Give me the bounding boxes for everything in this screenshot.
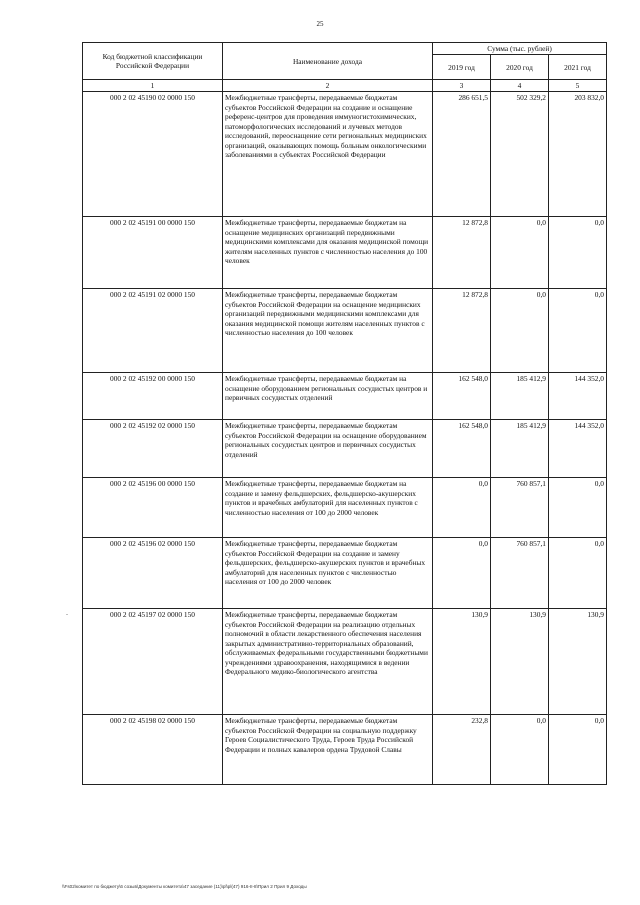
table-row <box>83 92 607 217</box>
row-amount-2020: 502 329,2 <box>491 92 549 217</box>
row-amount-2019: 12 872,8 <box>433 289 491 373</box>
row-name: Межбюджетные трансферты, передаваемые бюджетам субъектов Российской Федерации на реализацию отдельных полномочий в области лекарственного обеспечения населения закрытых административно-территориальных образований, обслуживаемых федеральными государственными бюджетными учреждениями здравоохранения, находящимися в ведении Федерального медико-биологического агентства <box>223 609 433 715</box>
column-number-1: 1 <box>83 80 223 92</box>
row-code: 000 2 02 45191 00 0000 150 <box>83 217 223 289</box>
row-amount-2020: 0,0 <box>491 217 549 289</box>
row-code: 000 2 02 45198 02 0000 150 <box>83 715 223 785</box>
row-amount-2019: 232,8 <box>433 715 491 785</box>
header-row <box>83 43 607 55</box>
column-number-2: 2 <box>223 80 433 92</box>
row-name: Межбюджетные трансферты, передаваемые бюджетам субъектов Российской Федерации на оснащение оборудованием региональных сосудистых центров и первичных сосудистых отделений <box>223 420 433 478</box>
row-amount-2021: 0,0 <box>549 478 607 538</box>
column-number-3: 3 <box>433 80 491 92</box>
row-name: Межбюджетные трансферты, передаваемые бюджетам субъектов Российской Федерации на оснащение медицинских организаций передвижными медицинскими комплексами для оказания медицинской помощи жителям населенных пунктов с численностью населения до 100 человек <box>223 289 433 373</box>
row-amount-2020: 130,9 <box>491 609 549 715</box>
row-amount-2021: 144 352,0 <box>549 373 607 420</box>
header-sum: Сумма (тыс. рублей) <box>433 43 607 55</box>
header-year-2019: 2019 год <box>433 55 491 80</box>
header-code: Код бюджетной классификации Российской Федерации <box>83 43 223 80</box>
row-amount-2019: 286 651,5 <box>433 92 491 217</box>
row-code: 000 2 02 45192 02 0000 150 <box>83 420 223 478</box>
row-amount-2020: 760 857,1 <box>491 478 549 538</box>
row-code: 000 2 02 45191 02 0000 150 <box>83 289 223 373</box>
row-amount-2019: 162 548,0 <box>433 373 491 420</box>
row-name: Межбюджетные трансферты, передаваемые бюджетам на оснащение оборудованием региональных сосудистых центров и первичных сосудистых отделений <box>223 373 433 420</box>
table-row <box>83 715 607 785</box>
table-row <box>83 609 607 715</box>
row-code: 000 2 02 45192 00 0000 150 <box>83 373 223 420</box>
margin-mark: - <box>66 612 68 618</box>
table-row <box>83 373 607 420</box>
row-name: Межбюджетные трансферты, передаваемые бюджетам субъектов Российской Федерации на создание и замену фельдшерских, фельдшерско-акушерских пунктов и врачебных амбулаторий для населенных пунктов с численностью населения от 100 до 2000 человек <box>223 538 433 609</box>
row-amount-2019: 130,9 <box>433 609 491 715</box>
row-code: 000 2 02 45190 02 0000 150 <box>83 92 223 217</box>
row-amount-2020: 185 412,9 <box>491 420 549 478</box>
row-amount-2019: 162 548,0 <box>433 420 491 478</box>
table-row <box>83 538 607 609</box>
table-row <box>83 217 607 289</box>
page-number: 25 <box>316 20 324 28</box>
row-amount-2021: 144 352,0 <box>549 420 607 478</box>
table-row <box>83 420 607 478</box>
row-amount-2021: 0,0 <box>549 538 607 609</box>
column-number-4: 4 <box>491 80 549 92</box>
row-name: Межбюджетные трансферты, передаваемые бюджетам на создание и замену фельдшерских, фельдшерско-акушерских пунктов и врачебных амбулаторий для населенных пунктов с численностью населения от 100 до 2000 человек <box>223 478 433 538</box>
footer-file-path: \\Fs02\комитет по бюджету\6 созыв\Документы комитета\47 заседание (11)\pl\pl(47) 916-II-8\Прил 2 Прил 9 Доходы <box>62 884 307 889</box>
row-amount-2019: 0,0 <box>433 478 491 538</box>
table-row <box>83 289 607 373</box>
row-amount-2021: 0,0 <box>549 715 607 785</box>
header-year-2020: 2020 год <box>491 55 549 80</box>
row-code: 000 2 02 45197 02 0000 150 <box>83 609 223 715</box>
row-name: Межбюджетные трансферты, передаваемые бюджетам субъектов Российской Федерации на создание и оснащение референс-центров для проведения иммуногистохимических, патоморфологических исследований и лучевых методов исследований, переоснащение сети региональных медицинских организаций, оказывающих помощь больным онкологическими заболеваниями в субъектах Российской Федерации <box>223 92 433 217</box>
row-code: 000 2 02 45196 02 0000 150 <box>83 538 223 609</box>
row-amount-2020: 760 857,1 <box>491 538 549 609</box>
budget-table <box>82 42 607 785</box>
row-amount-2019: 0,0 <box>433 538 491 609</box>
row-amount-2020: 0,0 <box>491 289 549 373</box>
row-amount-2021: 0,0 <box>549 217 607 289</box>
row-amount-2021: 130,9 <box>549 609 607 715</box>
row-amount-2020: 0,0 <box>491 715 549 785</box>
row-amount-2021: 203 832,0 <box>549 92 607 217</box>
row-amount-2019: 12 872,8 <box>433 217 491 289</box>
header-name: Наименование дохода <box>223 43 433 80</box>
header-year-2021: 2021 год <box>549 55 607 80</box>
row-name: Межбюджетные трансферты, передаваемые бюджетам на оснащение медицинских организаций передвижными медицинскими комплексами для оказания медицинской помощи жителям населенных пунктов с численностью населения до 100 человек <box>223 217 433 289</box>
column-number-5: 5 <box>549 80 607 92</box>
row-amount-2021: 0,0 <box>549 289 607 373</box>
table-row <box>83 478 607 538</box>
row-code: 000 2 02 45196 00 0000 150 <box>83 478 223 538</box>
row-name: Межбюджетные трансферты, передаваемые бюджетам субъектов Российской Федерации на социальную поддержку Героев Социалистического Труда, Героев Труда Российской Федерации и полных кавалеров ордена Трудовой Славы <box>223 715 433 785</box>
column-number-row <box>83 80 607 92</box>
row-amount-2020: 185 412,9 <box>491 373 549 420</box>
